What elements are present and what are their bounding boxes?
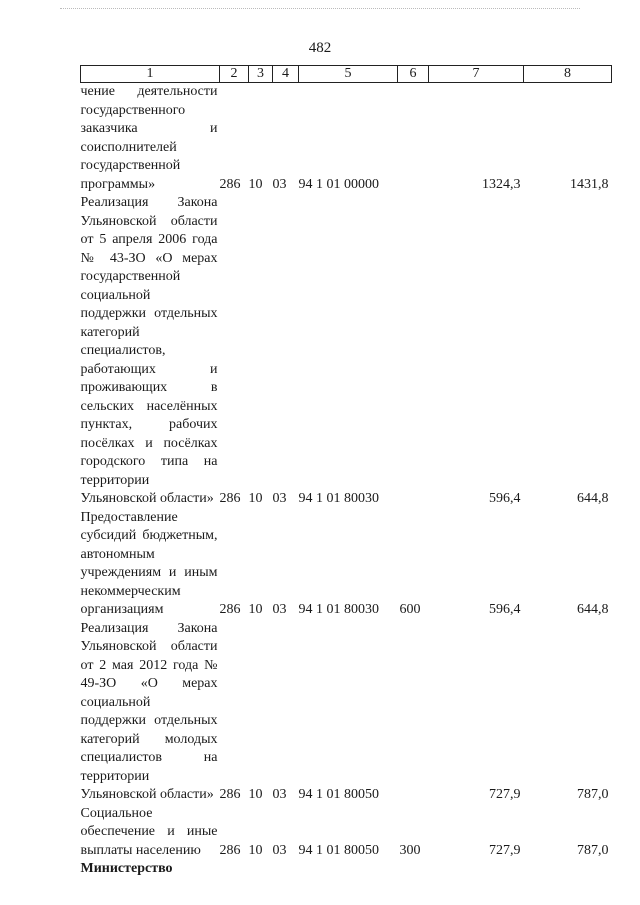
header-cell: 1 — [81, 66, 220, 83]
cell-c2: 286 — [219, 842, 241, 858]
header-cell: 8 — [524, 66, 612, 83]
cell-c2: 286 — [219, 176, 241, 192]
cell-c5: 94 1 01 00000 — [298, 176, 379, 192]
header-cell: 4 — [273, 66, 299, 83]
cell-c6 — [398, 194, 429, 509]
table-row — [81, 509, 612, 620]
cell-c8: 787,0 — [577, 842, 609, 858]
header-cell: 3 — [249, 66, 273, 83]
cell-c4: 03 — [272, 176, 287, 192]
cell-c3: 10 — [248, 602, 263, 617]
row-description: Реализация Закона Ульяновской области от 2 мая 2012 года № 49-ЗО «О мерах социальной поддержки отдельных категорий молодых специалистов на территории Ульяновской области» — [80, 620, 218, 802]
header-row — [81, 66, 612, 83]
cell-c7: 727,9 — [489, 842, 521, 858]
cell-c7: 727,9 — [489, 787, 521, 802]
cell-c6 — [398, 83, 429, 195]
cell-c3: 10 — [248, 842, 263, 858]
cell-c3: 10 — [248, 491, 263, 506]
header-cell: 6 — [398, 66, 429, 83]
header-cell: 5 — [299, 66, 398, 83]
page-number: 482 — [308, 40, 332, 56]
row-description: Предоставление субсидий бюджетным, автономным учреждениям и иным некоммерческим организациям — [80, 509, 218, 617]
trailing-row — [81, 860, 612, 879]
table-row — [81, 805, 612, 861]
row-description: чение деятельности государственного заказчика и соисполнителей государственной программы» — [80, 84, 218, 192]
cell-c4: 03 — [272, 842, 287, 858]
trailing-heading: Министерство — [80, 861, 173, 876]
cell-c2: 286 — [219, 787, 241, 802]
cell-c7: 596,4 — [489, 602, 521, 617]
cell-c5: 94 1 01 80030 — [298, 602, 379, 617]
cell-c4: 03 — [272, 491, 287, 506]
cell-c7: 596,4 — [489, 491, 521, 506]
cell-c8: 787,0 — [577, 787, 609, 802]
cell-c7: 1324,3 — [482, 176, 521, 192]
row-description: Реализация Закона Ульяновской области от 5 апреля 2006 года № 43-ЗО «О мерах государственной социальной поддержки отдельных категорий специалистов, работающих и проживающих в сельских населённых пунктах, рабочих посёлках и посёлках городского типа на территории Ульяновской области» — [80, 195, 218, 506]
header-cell: 2 — [220, 66, 249, 83]
table-row — [81, 620, 612, 805]
cell-c3: 10 — [248, 176, 263, 192]
table-row — [81, 83, 612, 195]
cell-c4: 03 — [272, 787, 287, 802]
cell-c8: 644,8 — [577, 602, 609, 617]
cell-c6: 600 — [399, 602, 421, 617]
cell-c6 — [398, 620, 429, 805]
cell-c2: 286 — [219, 602, 241, 617]
header-cell: 7 — [429, 66, 524, 83]
cell-c5: 94 1 01 80050 — [298, 842, 379, 858]
cell-c8: 644,8 — [577, 491, 609, 506]
table-row — [81, 194, 612, 509]
cell-c4: 03 — [272, 602, 287, 617]
cell-c3: 10 — [248, 787, 263, 802]
cell-c2: 286 — [219, 491, 241, 506]
cell-c8: 1431,8 — [570, 176, 609, 192]
cell-c5: 94 1 01 80050 — [298, 787, 379, 802]
cell-c5: 94 1 01 80030 — [298, 491, 379, 506]
budget-table — [80, 65, 612, 879]
row-description: Социальное обеспечение и иные выплаты населению — [80, 805, 218, 858]
cell-c6: 300 — [399, 842, 421, 858]
scan-noise-line — [60, 8, 580, 10]
